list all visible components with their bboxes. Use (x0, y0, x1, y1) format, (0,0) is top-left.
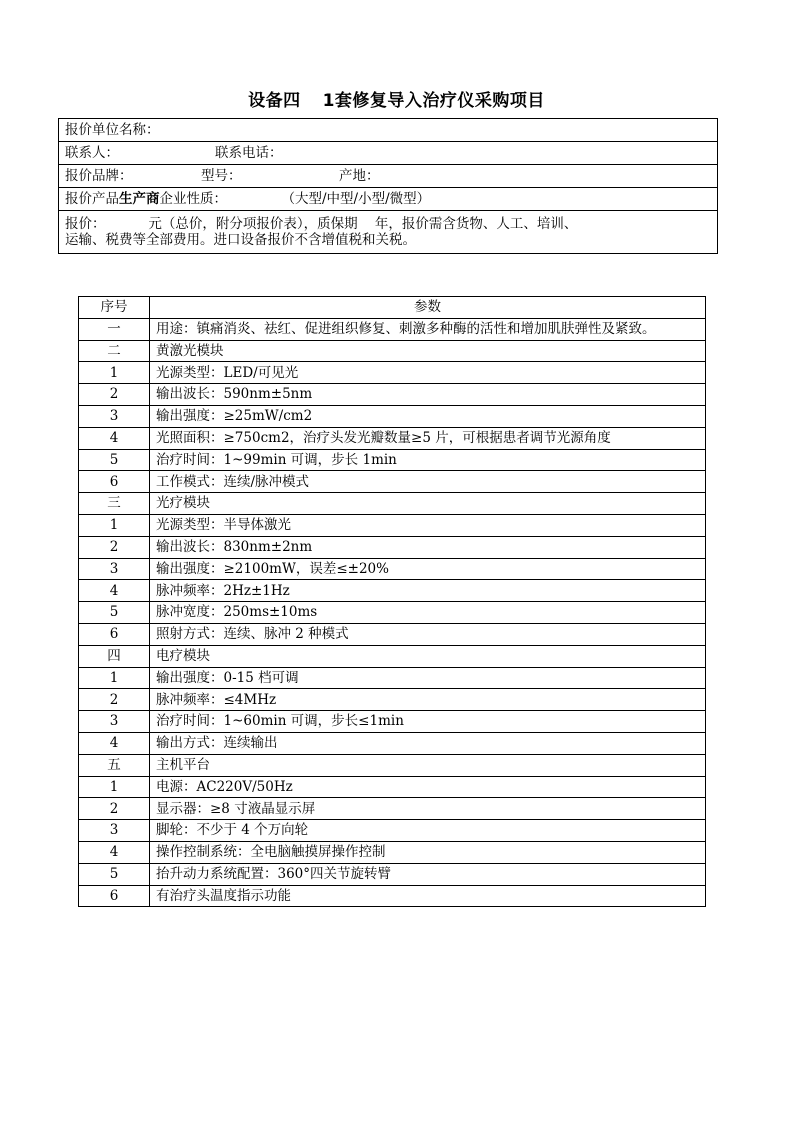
title-device-label: 设备四 (248, 91, 301, 111)
row-number: 6 (79, 885, 150, 907)
row-parameter: 输出波长：590nm±5nm (150, 384, 706, 406)
row-parameter: 脉冲宽度：250ms±10ms (150, 602, 706, 624)
title-project-name: 1套修复导入治疗仪采购项目 (322, 91, 545, 111)
info-row-price (59, 211, 718, 254)
row-parameter: 光疗模块 (150, 493, 706, 515)
table-row (79, 732, 706, 754)
row-number: 5 (79, 602, 150, 624)
table-row (79, 645, 706, 667)
table-row (79, 820, 706, 842)
row-parameter: 光照面积：≥750cm2，治疗头发光瓣数量≥5 片，可根据患者调节光源角度 (150, 427, 706, 449)
parameter-rows (79, 318, 706, 907)
table-row (79, 405, 706, 427)
info-row-nature (59, 188, 718, 211)
table-row (79, 536, 706, 558)
table-row (79, 885, 706, 907)
row-number: 1 (79, 362, 150, 384)
row-parameter: 显示器：≥8 寸液晶显示屏 (150, 798, 706, 820)
row-number: 2 (79, 798, 150, 820)
manufacturer-label: 生产商 (119, 190, 160, 207)
row-parameter: 工作模式：连续/脉冲模式 (150, 471, 706, 493)
table-row (79, 667, 706, 689)
row-parameter: 脉冲频率：2Hz±1Hz (150, 580, 706, 602)
phone-label: 联系电话： (215, 144, 283, 161)
row-number: 4 (79, 580, 150, 602)
row-number: 3 (79, 558, 150, 580)
table-row (79, 602, 706, 624)
row-parameter: 输出方式：连续输出 (150, 732, 706, 754)
row-parameter: 照射方式：连续、脉冲 2 种模式 (150, 623, 706, 645)
table-row (79, 514, 706, 536)
table-row (79, 580, 706, 602)
table-row (79, 493, 706, 515)
model-label: 型号： (201, 167, 242, 184)
row-parameter: 脉冲频率：≤4MHz (150, 689, 706, 711)
unit-label: 报价单位名称： (59, 119, 718, 142)
row-parameter: 输出波长：830nm±2nm (150, 536, 706, 558)
table-row (79, 776, 706, 798)
row-number: 三 (79, 493, 150, 515)
table-row (79, 558, 706, 580)
table-row (79, 754, 706, 776)
table-row (79, 318, 706, 340)
row-parameter: 光源类型：LED/可见光 (150, 362, 706, 384)
table-row (79, 340, 706, 362)
table-row (79, 711, 706, 733)
row-number: 5 (79, 449, 150, 471)
product-prefix: 报价产品 (65, 190, 119, 207)
row-number: 2 (79, 384, 150, 406)
row-parameter: 输出强度：≥25mW/cm2 (150, 405, 706, 427)
row-number: 1 (79, 776, 150, 798)
row-number: 4 (79, 427, 150, 449)
table-row (79, 427, 706, 449)
table-row (79, 863, 706, 885)
row-parameter: 治疗时间：1~99min 可调，步长 1min (150, 449, 706, 471)
info-row-unit (59, 119, 718, 142)
info-row-brand (59, 165, 718, 188)
parameter-table (78, 296, 706, 907)
row-number: 2 (79, 689, 150, 711)
row-parameter: 脚轮：不少于 4 个万向轮 (150, 820, 706, 842)
table-row (79, 689, 706, 711)
row-number: 五 (79, 754, 150, 776)
row-number: 二 (79, 340, 150, 362)
row-number: 2 (79, 536, 150, 558)
row-parameter: 电疗模块 (150, 645, 706, 667)
nature-label: 企业性质： (159, 190, 227, 207)
quotation-info-table (58, 118, 718, 254)
price-line-1: 报价： 元（总价，附分项报价表），质保期 年，报价需含货物、人工、培训、 (65, 215, 578, 232)
row-number: 5 (79, 863, 150, 885)
row-number: 6 (79, 623, 150, 645)
contact-label: 联系人： (65, 144, 119, 161)
row-parameter: 抬升动力系统配置：360°四关节旋转臂 (150, 863, 706, 885)
row-parameter: 黄激光模块 (150, 340, 706, 362)
table-row (79, 841, 706, 863)
row-parameter: 操作控制系统：全电脑触摸屏操作控制 (150, 841, 706, 863)
brand-label: 报价品牌： (65, 167, 133, 184)
row-parameter: 主机平台 (150, 754, 706, 776)
row-parameter: 用途：镇痛消炎、祛红、促进组织修复、刺激多种酶的活性和增加肌肤弹性及紧致。 (150, 318, 706, 340)
row-parameter: 输出强度：≥2100mW，误差≤±20% (150, 558, 706, 580)
header-no: 序号 (79, 297, 150, 319)
row-parameter: 有治疗头温度指示功能 (150, 885, 706, 907)
header-desc: 参数 (150, 297, 706, 319)
row-parameter: 电源：AC220V/50Hz (150, 776, 706, 798)
row-number: 1 (79, 514, 150, 536)
row-number: 3 (79, 711, 150, 733)
info-row-contact (59, 142, 718, 165)
page-title (0, 86, 793, 111)
table-row (79, 449, 706, 471)
price-line-2: 运输、税费等全部费用。进口设备报价不含增值税和关税。 (65, 232, 416, 248)
table-row (79, 798, 706, 820)
row-number: 1 (79, 667, 150, 689)
table-header-row (79, 297, 706, 319)
table-row (79, 471, 706, 493)
row-number: 一 (79, 318, 150, 340)
row-number: 4 (79, 841, 150, 863)
table-row (79, 362, 706, 384)
table-row (79, 623, 706, 645)
row-parameter: 输出强度：0-15 档可调 (150, 667, 706, 689)
row-number: 四 (79, 645, 150, 667)
origin-label: 产地： (339, 167, 380, 184)
table-row (79, 384, 706, 406)
row-number: 6 (79, 471, 150, 493)
nature-options: （大型/中型/小型/微型） (281, 190, 431, 207)
row-parameter: 治疗时间：1~60min 可调，步长≤1min (150, 711, 706, 733)
row-number: 3 (79, 820, 150, 842)
row-number: 4 (79, 732, 150, 754)
row-number: 3 (79, 405, 150, 427)
row-parameter: 光源类型：半导体激光 (150, 514, 706, 536)
